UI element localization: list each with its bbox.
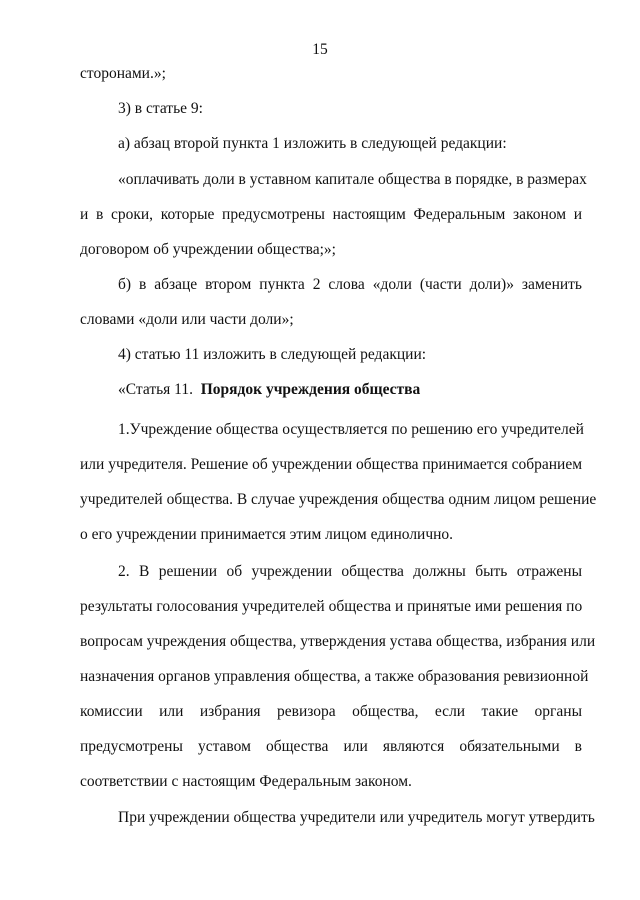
article-number: «Статья 11. <box>118 381 193 398</box>
text-line-18: вопросам учреждения общества, утверждения устава общества, избрания или <box>80 633 596 650</box>
text-line-23: При учреждении общества учредители или учредитель могут утвердить <box>118 809 595 826</box>
text-line-19: назначения органов управления общества, а также образования ревизионной <box>80 668 589 685</box>
text-line-12: 1.Учреждение общества осуществляется по решению его учредителей <box>118 421 584 438</box>
text-line-8: словами «доли или части доли»; <box>80 311 294 328</box>
text-line-4: «оплачивать доли в уставном капитале общества в порядке, в размерах <box>118 171 587 188</box>
text-line-20: комиссии или избрания ревизора общества, если такие органы <box>80 703 582 720</box>
page-number: 15 <box>312 41 328 58</box>
text-line-13: или учредителя. Решение об учреждении общества принимается собранием <box>80 456 583 473</box>
text-line-15: о его учреждении принимается этим лицом единолично. <box>80 526 454 543</box>
text-line-6: договором об учреждении общества;»; <box>80 241 336 258</box>
text-line-9: 4) статью 11 изложить в следующей редакции: <box>118 346 427 363</box>
text-line-22: соответствии с настоящим Федеральным законом. <box>80 773 412 790</box>
article-heading <box>118 380 420 400</box>
text-line-14: учредителей общества. В случае учреждения общества одним лицом решение <box>80 491 597 508</box>
text-line-1: сторонами.»; <box>80 65 166 82</box>
text-line-17: результаты голосования учредителей общества и принятые ими решения по <box>80 598 583 615</box>
text-line-16: 2. В решении об учреждении общества должны быть отражены <box>118 563 582 580</box>
text-line-5: и в сроки, которые предусмотрены настоящим Федеральным законом и <box>80 206 582 223</box>
text-line-2: 3) в статье 9: <box>118 100 203 117</box>
text-line-7: б) в абзаце втором пункта 2 слова «доли (части доли)» заменить <box>118 276 582 293</box>
text-line-21: предусмотрены уставом общества или являются обязательными в <box>80 738 582 755</box>
article-title: Порядок учреждения общества <box>200 381 421 398</box>
text-line-3: а) абзац второй пункта 1 изложить в следующей редакции: <box>118 135 507 152</box>
